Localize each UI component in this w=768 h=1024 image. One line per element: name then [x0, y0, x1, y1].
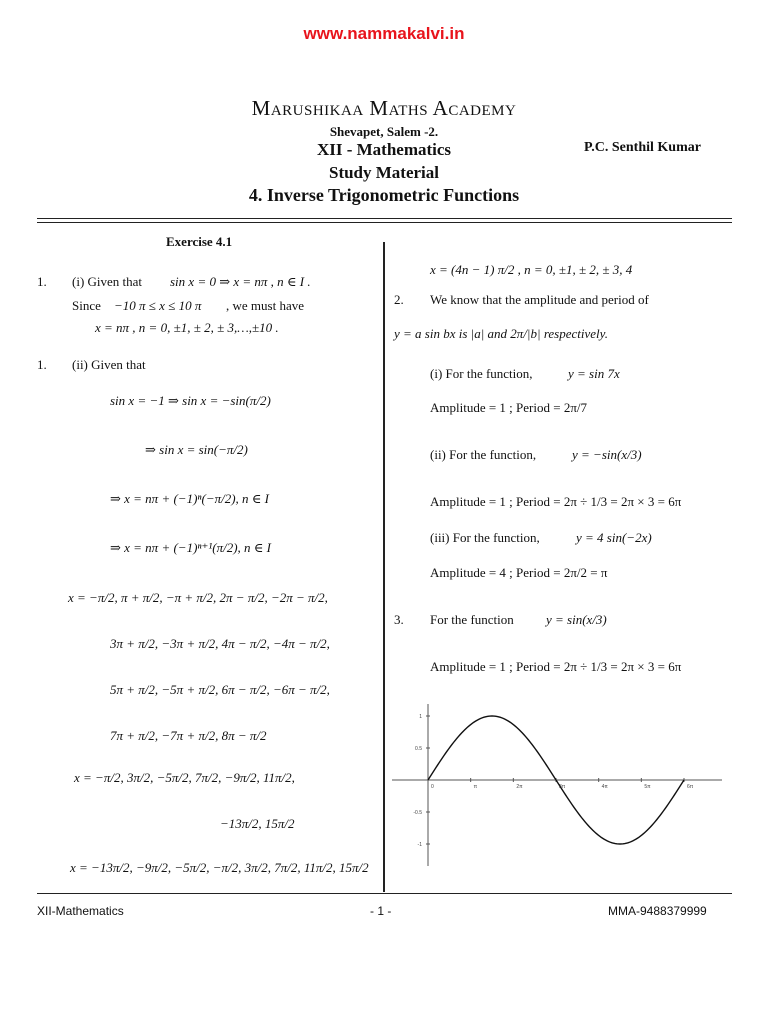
author-name: P.C. Senthil Kumar: [584, 140, 701, 155]
footer-left: XII-Mathematics: [37, 904, 124, 918]
step-1: sin x = −1 ⇒ sin x = −sin(π/2): [110, 393, 271, 408]
y-tick-label: 1: [419, 714, 422, 720]
q2i-function: y = sin 7x: [568, 366, 620, 381]
y-tick-label: -0.5: [413, 810, 422, 816]
q2-text: We know that the amplitude and period of: [430, 292, 649, 307]
chapter-title: 4. Inverse Trigonometric Functions: [248, 185, 520, 205]
q1i-math: sin x = 0 ⇒ x = nπ , n ∈ I .: [170, 274, 311, 289]
q1ii-text: (ii) Given that: [72, 357, 146, 372]
x-tick-label: 6π: [687, 784, 694, 790]
q2ii-function: y = −sin(x/3): [572, 447, 642, 462]
q1i-range: −10 π ≤ x ≤ 10 π: [114, 298, 202, 313]
continued-solution: x = (4n − 1) π/2 , n = 0, ±1, ± 2, ± 3, 4: [430, 262, 633, 277]
q1i-text: (i) Given that: [72, 274, 143, 289]
academy-name: Marushikaa Maths Academy: [251, 96, 517, 120]
solution-list-5: x = −π/2, 3π/2, −5π/2, 7π/2, −9π/2, 11π/2,: [74, 770, 295, 785]
solution-list-3: 5π + π/2, −5π + π/2, 6π − π/2, −6π − π/2,: [110, 682, 330, 697]
step-2: ⇒ sin x = sin(−π/2): [145, 442, 248, 457]
x-tick-label: 3π: [559, 784, 566, 790]
q2i-text: (i) For the function,: [430, 366, 533, 381]
header-divider-top: [37, 218, 732, 219]
q2-number: 2.: [394, 292, 404, 307]
solution-list-6: −13π/2, 15π/2: [220, 816, 295, 831]
step-4: ⇒ x = nπ + (−1)ⁿ⁺¹(π/2), n ∈ I: [110, 540, 271, 555]
website-url[interactable]: www.nammakalvi.in: [303, 24, 465, 43]
q3-result: Amplitude = 1 ; Period = 2π ÷ 1/3 = 2π × 3 = 6π: [430, 659, 682, 674]
q2i-result: Amplitude = 1 ; Period = 2π/7: [430, 400, 587, 415]
solution-list-2: 3π + π/2, −3π + π/2, 4π − π/2, −4π − π/2,: [110, 636, 330, 651]
solution-list-7: x = −13π/2, −9π/2, −5π/2, −π/2, 3π/2, 7π/2, 11π/2, 15π/2: [70, 860, 369, 875]
q2ii-result: Amplitude = 1 ; Period = 2π ÷ 1/3 = 2π × 3 = 6π: [430, 494, 682, 509]
footer-right: MMA-9488379999: [608, 904, 707, 918]
q2iii-text: (iii) For the function,: [430, 530, 540, 545]
q1ii-number: 1.: [37, 357, 47, 372]
q2-formula: y = a sin bx is |a| and 2π/|b| respectively.: [394, 326, 608, 341]
x-tick-label: π: [473, 784, 478, 790]
page-number: - 1 -: [370, 904, 392, 918]
column-divider: [383, 242, 385, 892]
q1i-number: 1.: [37, 274, 47, 289]
x-tick-label: 2π: [516, 784, 523, 790]
y-tick-label: 0.5: [415, 746, 422, 752]
x-tick-label: 5π: [644, 784, 651, 790]
solution-list-4: 7π + π/2, −7π + π/2, 8π − π/2: [110, 728, 267, 743]
q2iii-result: Amplitude = 4 ; Period = 2π/2 = π: [430, 565, 608, 580]
q2iii-function: y = 4 sin(−2x): [576, 530, 652, 545]
footer-divider: [37, 893, 732, 894]
sine-graph: [392, 700, 722, 870]
academy-address: Shevapet, Salem -2.: [329, 124, 439, 139]
q3-number: 3.: [394, 612, 404, 627]
solution-list-1: x = −π/2, π + π/2, −π + π/2, 2π − π/2, −2π − π/2,: [68, 590, 328, 605]
step-3: ⇒ x = nπ + (−1)ⁿ(−π/2), n ∈ I: [110, 491, 270, 506]
study-material-title: Study Material: [328, 163, 440, 182]
q1i-solution: x = nπ , n = 0, ±1, ± 2, ± 3,…,±10 .: [95, 320, 279, 335]
exercise-title: Exercise 4.1: [166, 234, 233, 249]
q3-text: For the function: [430, 612, 514, 627]
y-tick-label: -1: [417, 842, 422, 848]
header-divider-bottom: [37, 222, 732, 223]
q2ii-text: (ii) For the function,: [430, 447, 537, 462]
q1i-since: Since: [72, 298, 101, 313]
x-tick-label: 0: [431, 784, 434, 790]
x-tick-label: 4π: [601, 784, 608, 790]
q1i-must: , we must have: [226, 298, 304, 313]
q3-function: y = sin(x/3): [546, 612, 607, 627]
subject-title: XII - Mathematics: [316, 140, 452, 159]
